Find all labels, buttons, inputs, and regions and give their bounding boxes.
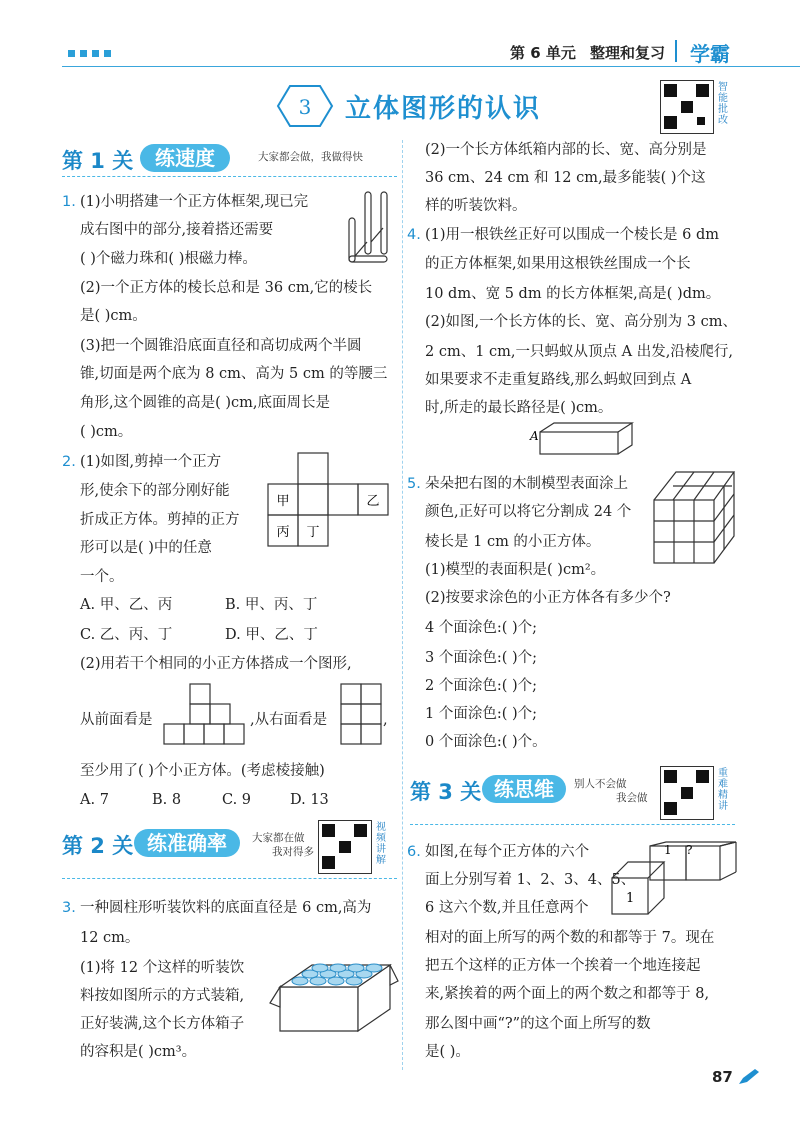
question-text-line: 角形,这个圆锥的高是( )cm,底面周长是 [80,395,331,411]
cube-net-figure [268,452,390,547]
unit-subject: 整理和复习 [590,44,666,62]
stage2-tagline: 我对得多 [272,846,314,858]
q2-part2-intro: (2)用若干个相同的小正方体搭成一个图形, [80,656,352,672]
question-text-line: 折成正方体。剪掉的正方 [80,512,240,528]
question-text-line: 6 这六个数,并且任意两个 [425,900,589,916]
stage1-badge: 练速度 [140,144,230,172]
section-title: 立体图形的认识 [345,94,542,124]
page-number: 87 [712,1068,733,1086]
brand-divider [675,40,677,62]
question-text-line: (1)将 12 个这样的听装饮 [80,960,245,976]
header-rule [62,66,800,67]
question-number: 5. [407,476,421,492]
question-text-line: 10 dm、宽 5 dm 的长方体框架,高是( )dm。 [425,286,721,302]
stage3-tagline: 我会做 [616,792,648,804]
question-text-line: (1)如图,剪掉一个正方 [80,454,222,470]
question-text-line: 的容积是( )cm³。 [80,1044,197,1060]
q2-count: 至少用了( )个小正方体。(考虑棱接触) [80,763,325,779]
q2-comma: , [383,712,388,728]
question-text-line: 是( )。 [425,1044,470,1060]
unit-label: 第 6 单元 [510,44,576,62]
question-number: 3. [62,900,76,916]
question-text-line: 形,使余下的部分刚好能 [80,483,230,499]
question-text-line: 4 个面涂色:( )个; [425,620,538,636]
question-text-line: 样的听装饮料。 [425,198,527,214]
block-model-figure [652,470,736,566]
question-text-line: 朵朵把右图的木制模型表面涂上 [425,476,628,492]
front-view-figure [162,683,247,745]
question-text-line: 3 个面涂色:( )个; [425,650,538,666]
header-square [92,50,99,57]
question-text-line: (2)如图,一个长方体的长、宽、高分别为 3 cm、 [425,314,737,330]
question-text-line: 如果要求不走重复路线,那么蚂蚁回到点 A [425,372,692,388]
section-number: 3 [298,95,312,119]
question-text-line: 的正方体框架,如果用这根铁丝围成一个长 [425,256,691,272]
brand-logo: 学霸 [690,42,730,66]
stage1-tagline: 大家都会做，我做得快 [258,151,363,163]
stage2-title: 第 2 关 [62,834,134,858]
cube-frame-figure [345,188,390,268]
question-text-line: 1 个面涂色:( )个; [425,706,538,722]
question-text-line: (2)按要求涂色的小正方体各有多少个? [425,590,671,606]
header-square [104,50,111,57]
question-text-line: 料按如图所示的方式装箱, [80,988,245,1004]
question-text-line: 是( )cm。 [80,308,147,324]
question-number: 4. [407,227,421,243]
column-divider [402,140,403,1070]
question-text-line: (2)一个正方体的棱长总和是 36 cm,它的棱长 [80,280,373,296]
question-text-line: 颜色,正好可以将它分割成 24 个 [425,504,632,520]
question-number: 1. [62,194,76,210]
stage1-title: 第 1 关 [62,149,134,173]
question-text-line: 棱长是 1 cm 的小正方体。 [425,534,601,550]
stage3-title: 第 3 关 [410,780,482,804]
question-text-line: 形可以是( )中的任意 [80,540,212,556]
question-text-line: 来,紧挨着的两个面上的两个数之和都等于 8, [425,986,710,1002]
dice-label: ? [686,843,693,857]
qr-label-key-points: 重难精讲 [718,768,728,812]
choice-b: B. 8 [152,792,182,808]
option-c: C. 乙、丙、丁 [80,627,173,643]
choice-c: C. 9 [222,792,252,808]
net-label: 甲 [276,494,290,509]
question-text-line: 正好装满,这个长方体箱子 [80,1016,245,1032]
question-text-line: (1)用一根铁丝正好可以围成一个棱长是 6 dm [425,227,720,243]
question-text-line: ( )个磁力珠和( )根磁力棒。 [80,251,257,267]
question-text-line: 12 cm。 [80,930,140,946]
stage3-badge: 练思维 [482,775,566,803]
dice-label: 1 [626,891,635,906]
net-label: 丁 [306,525,320,540]
header-square [68,50,75,57]
drink-box-figure [270,955,398,1033]
stage3-divider [410,824,735,825]
question-text-line: 如图,在每个正方体的六个 [425,844,590,860]
qr-code[interactable] [660,80,714,134]
right-view-figure [340,683,382,745]
net-label: 乙 [366,494,380,509]
question-text-line: 把五个这样的正方体一个挨着一个地连接起 [425,958,701,974]
option-b: B. 甲、丙、丁 [225,597,318,613]
question-text-line: (1)小明搭建一个正方体框架,现已完 [80,194,309,210]
cuboid-figure [530,422,635,456]
q2-right-label: ,从右面看是 [250,712,328,728]
header-square [80,50,87,57]
question-text-line: 时,所走的最长路径是( )cm。 [425,400,613,416]
stage3-tagline: 别人不会做 [574,778,627,790]
question-text-line: 锥,切面是两个底为 8 cm、高为 5 cm 的等腰三 [80,366,388,382]
question-text-line: 成右图中的部分,接着搭还需要 [80,222,274,238]
question-text-line: (3)把一个圆锥沿底面直径和高切成两个半圆 [80,338,362,354]
question-number: 6. [407,844,421,860]
question-text-line: 一个。 [80,569,124,585]
question-number: 2. [62,454,76,470]
pencil-icon [737,1068,761,1086]
question-text-line: 2 个面涂色:( )个; [425,678,538,694]
stage1-divider [62,176,397,177]
option-a: A. 甲、乙、丙 [80,597,173,613]
point-a-label: A [530,429,539,443]
choice-a: A. 7 [80,792,109,808]
question-text-line: 相对的面上所写的两个数的和都等于 7。现在 [425,930,715,946]
question-text-line: (1)模型的表面积是( )cm²。 [425,562,606,578]
question-text-line: 2 cm、1 cm,一只蚂蚁从顶点 A 出发,沿棱爬行, [425,344,733,360]
stage2-badge: 练准确率 [134,829,240,857]
option-d: D. 甲、乙、丁 [225,627,318,643]
question-text-line: ( )cm。 [80,424,133,440]
question-text-line: 一种圆柱形听装饮料的底面直径是 6 cm,高为 [80,900,372,916]
section-number-badge [276,84,334,128]
question-text-line: 面上分别写着 1、2、3、4、5、 [425,872,636,888]
qr-label-smart-grading: 智能批改 [718,82,728,126]
question-text-line: 那么图中画“?”的这个面上所写的数 [425,1016,651,1032]
stage2-tagline: 大家都在做 [252,832,305,844]
qr-code[interactable] [318,820,372,874]
choice-d: D. 13 [290,792,329,808]
qr-label-video: 视频讲解 [376,822,386,866]
question-text-line: (2)一个长方体纸箱内部的长、宽、高分别是 [425,142,707,158]
dice-label: 1 [664,843,672,857]
question-text-line: 0 个面涂色:( )个。 [425,734,547,750]
q2-front-label: 从前面看是 [80,712,153,728]
net-label: 丙 [276,525,290,540]
qr-code[interactable] [660,766,714,820]
dice-chain-figure [610,842,738,918]
question-text-line: 36 cm、24 cm 和 12 cm,最多能装( )个这 [425,170,706,186]
stage2-divider [62,878,397,879]
